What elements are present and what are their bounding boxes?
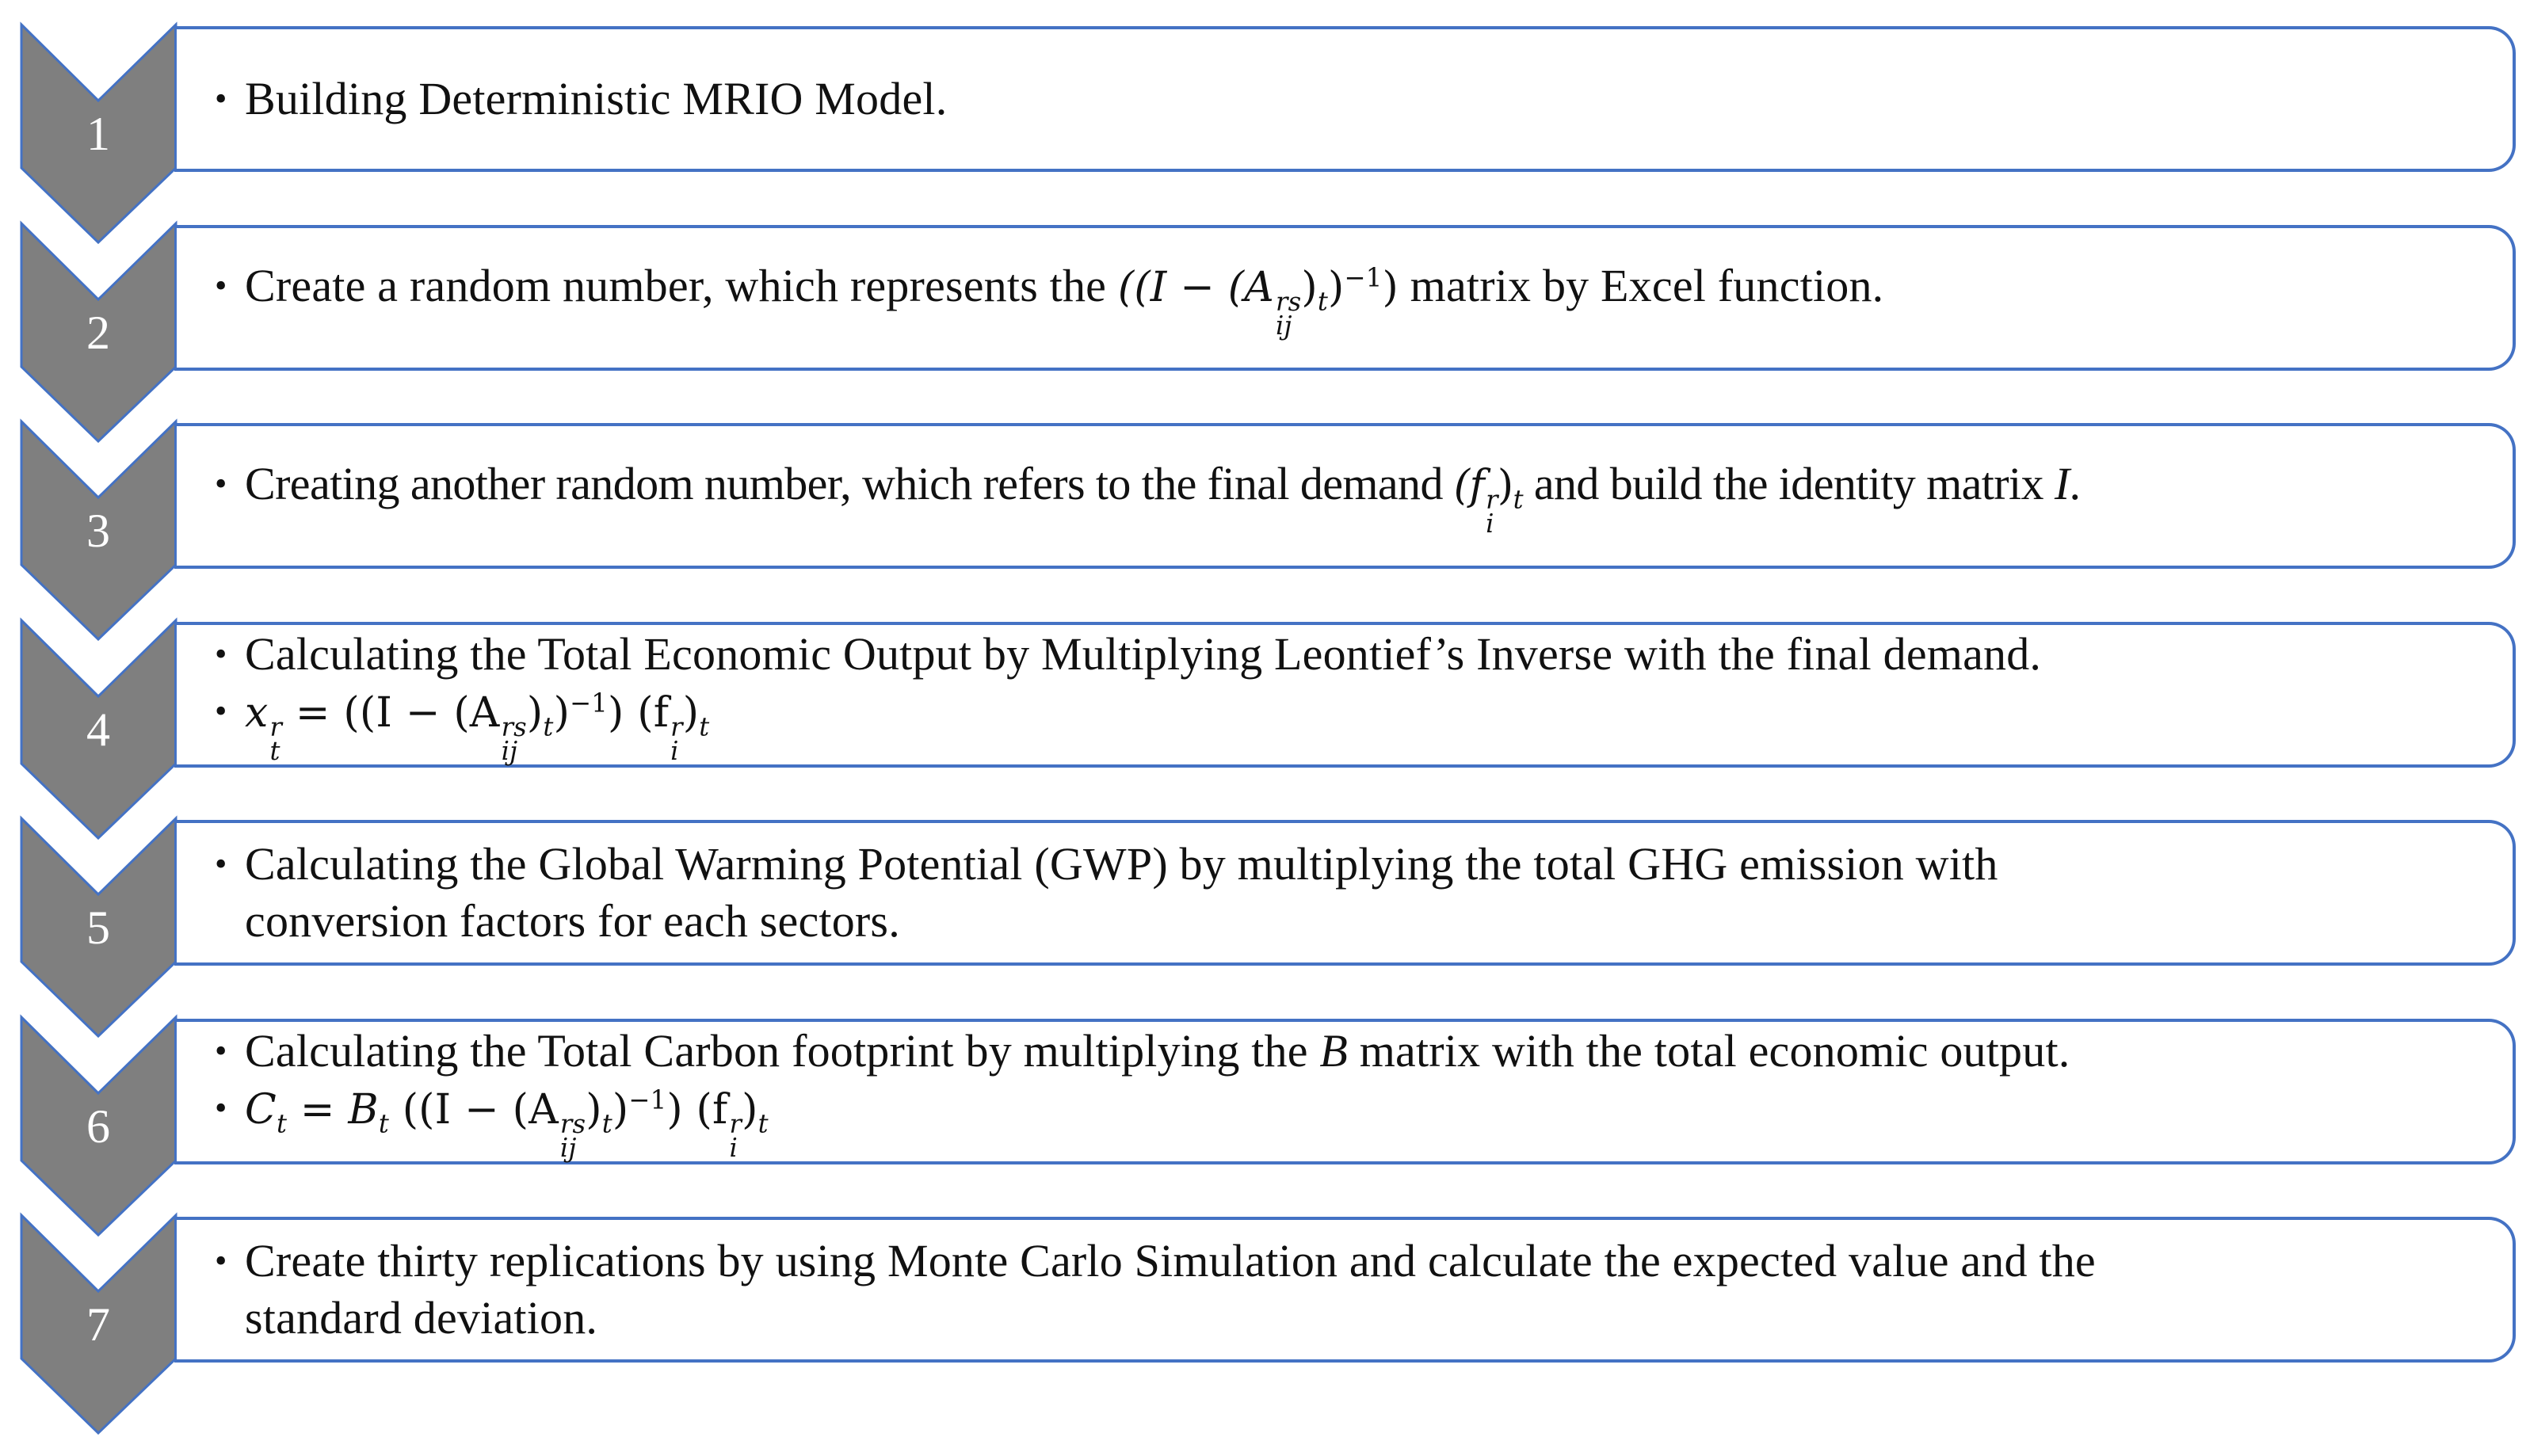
step-text: • Calculating the Total Carbon footprint by multiplying the B matrix with the total economic output.: [215, 1023, 2505, 1080]
bullet-icon: •: [215, 692, 227, 731]
step-2: [0, 225, 2530, 447]
bullet-icon: •: [215, 1088, 227, 1128]
step-text: • Calculating the Global Warming Potential (GWP) by multiplying the total GHG emission with: [215, 836, 2505, 893]
step-box: [174, 622, 2516, 768]
step-number: 1: [86, 108, 110, 160]
formula-leontief-inverse: ((I − (A rs ij )$_t)^{-1}$): [1117, 262, 1399, 341]
step-box: [174, 1217, 2516, 1363]
step-box: [174, 225, 2516, 371]
step-4: [0, 622, 2530, 844]
step-number: 6: [86, 1100, 110, 1153]
step-formula: [215, 683, 2505, 767]
bullet-icon: •: [215, 635, 227, 674]
bullet-icon: •: [215, 1241, 227, 1280]
step-text: • Create a random number, which represents the ((I − (A rs ij )$_t)^{-1}$) matrix by Excel function.: [215, 257, 2505, 338]
step-box: [174, 1019, 2516, 1164]
step-number: 3: [86, 505, 110, 557]
bullet-icon: •: [215, 266, 227, 306]
bullet-icon: •: [215, 464, 227, 504]
step-1: [0, 26, 2530, 248]
step-text: • Calculating the Total Economic Output by Multiplying Leontief’s Inverse with the final demand.: [215, 626, 2505, 683]
step-5: [0, 820, 2530, 1042]
step-6: [0, 1019, 2530, 1241]
step-number: 4: [86, 703, 110, 756]
step-formula: [215, 1080, 2505, 1164]
step-text: • Building Deterministic MRIO Model.: [215, 71, 2505, 128]
step-number: 5: [86, 901, 110, 954]
step-text: • Create thirty replications by using Monte Carlo Simulation and calculate the expected value and the: [215, 1233, 2505, 1290]
step-text: • Creating another random number, which refers to the final demand (f r i )$_t$ and build the identity matrix I.: [215, 455, 2505, 536]
formula-final-demand: (f r i )$_t$: [1453, 462, 1523, 539]
b-matrix-symbol: B: [1319, 1025, 1349, 1077]
step-text-continued: conversion factors for each sectors.: [245, 895, 900, 947]
step-7: [0, 1217, 2530, 1439]
identity-matrix-symbol: I: [2054, 458, 2070, 510]
step-3: [0, 423, 2530, 645]
step-box: [174, 26, 2516, 172]
step-number: 7: [86, 1298, 110, 1351]
bullet-icon: •: [215, 79, 227, 118]
formula-carbon-footprint: $C_t = B_t$ ((I − (A rs ij )$_t)^{-1}$) (f r i )$_t$: [245, 1084, 769, 1164]
step-number: 2: [86, 307, 110, 359]
bullet-icon: •: [215, 844, 227, 883]
formula-total-output: x r t = ((I − (A rs ij )$_t)^{-1}$) (f r i )$_t$: [245, 688, 710, 767]
bullet-icon: •: [215, 1031, 227, 1071]
step-text-continued: standard deviation.: [245, 1292, 598, 1344]
step-box: [174, 820, 2516, 966]
step-box: [174, 423, 2516, 569]
